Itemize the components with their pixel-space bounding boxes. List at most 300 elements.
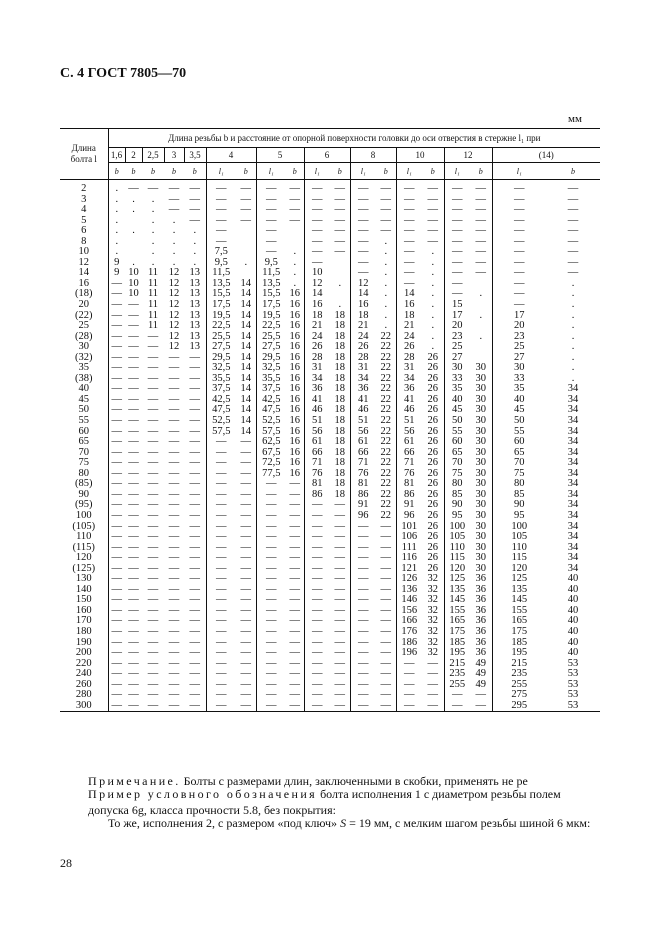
table-cell: — — [304, 205, 330, 216]
table-cell: . — [193, 236, 197, 247]
table-cell: — — [168, 468, 180, 479]
table-cell: — — [289, 690, 300, 701]
table-cell: 12 — [168, 310, 180, 321]
table-cell: — — [147, 363, 159, 374]
table-cell: . — [338, 278, 342, 289]
table-cell: — — [168, 532, 180, 543]
table-cell: 13 — [189, 331, 200, 342]
table-cell: — — [492, 289, 546, 300]
subheader-cell: l₁ — [256, 163, 286, 180]
table-cell: — — [304, 247, 330, 258]
table-cell: — — [108, 342, 125, 353]
table-cell: — — [189, 521, 200, 532]
table-cell: 76 — [304, 469, 330, 480]
table-cell: — — [492, 226, 546, 237]
bolt-length-cell: 4 — [81, 205, 87, 216]
bolt-length-cell: (115) — [72, 542, 95, 553]
table-cell: — — [189, 532, 200, 543]
table-row — [60, 384, 600, 395]
table-cell: . — [384, 300, 388, 311]
table-cell: — — [492, 195, 546, 206]
table-cell: — — [376, 701, 396, 712]
table-cell: — — [206, 595, 236, 606]
table-cell: — — [128, 489, 139, 500]
table-cell: 61 — [396, 437, 422, 448]
table-cell: 21 — [396, 321, 422, 332]
table-cell: 60 — [444, 437, 470, 448]
table-cell: — — [256, 574, 286, 585]
table-cell: . — [384, 278, 388, 289]
table-cell: 17 — [492, 311, 546, 322]
table-cell: — — [289, 584, 300, 595]
example-paragraph — [88, 786, 600, 818]
table-cell: — — [350, 701, 376, 712]
table-cell: — — [147, 574, 159, 585]
table-cell: — — [444, 247, 470, 258]
table-cell: . — [108, 205, 125, 216]
table-cell: 26 — [427, 479, 438, 490]
table-cell: — — [444, 226, 470, 237]
table-cell: 51 — [350, 416, 376, 427]
table-cell: 86 — [350, 490, 376, 501]
subheader-cell: b — [422, 163, 444, 180]
table-cell: — — [147, 342, 159, 353]
table-row — [60, 342, 600, 353]
table-cell: — — [168, 205, 180, 216]
table-cell: 16 — [289, 458, 300, 469]
table-cell: 9 — [108, 258, 125, 269]
table-cell: — — [147, 563, 159, 574]
table-cell: — — [147, 605, 159, 616]
table-cell: — — [427, 690, 438, 701]
table-cell: 185 — [444, 638, 470, 649]
diameter-header: 2,5 — [142, 148, 164, 163]
table-row — [60, 300, 600, 311]
table-cell: — — [256, 595, 286, 606]
table-cell: — — [304, 585, 330, 596]
table-cell: — — [128, 363, 139, 374]
bolt-length-cell: 120 — [75, 553, 92, 564]
table-cell: 71 — [350, 458, 376, 469]
table-cell: — — [128, 563, 139, 574]
table-cell: 14 — [240, 352, 251, 363]
table-cell: 23 — [444, 332, 470, 343]
table-cell: — — [380, 532, 391, 543]
table-cell: 16 — [289, 321, 300, 332]
table-cell: 18 — [334, 468, 345, 479]
table-cell: — — [350, 216, 376, 227]
table-cell: — — [492, 205, 546, 216]
table-cell: — — [350, 606, 376, 617]
table-cell: 60 — [492, 437, 546, 448]
table-cell: — — [289, 563, 300, 574]
table-cell: — — [128, 183, 139, 194]
table-cell: — — [304, 680, 330, 691]
table-cell: 45 — [492, 405, 546, 416]
bolt-length-cell: (22) — [75, 310, 93, 321]
table-cell: — — [567, 226, 579, 237]
table-cell: 145 — [444, 595, 470, 606]
table-cell: . — [571, 373, 575, 384]
table-cell: — — [168, 626, 180, 637]
table-cell: — — [289, 489, 300, 500]
table-cell — [470, 353, 492, 364]
table-cell: — — [168, 363, 180, 374]
table-cell: 12 — [168, 331, 180, 342]
table-cell: 195 — [444, 648, 470, 659]
table-cell: . — [172, 226, 176, 237]
table-cell: — — [108, 638, 125, 649]
table-cell: — — [168, 352, 180, 363]
bolt-length-cell: 5 — [81, 215, 87, 226]
table-cell: — — [206, 627, 236, 638]
table-cell: — — [108, 458, 125, 469]
table-row — [60, 627, 600, 638]
table-cell: — — [168, 553, 180, 564]
table-row — [60, 237, 600, 248]
table-row — [60, 543, 600, 554]
table-cell: 15 — [444, 300, 470, 311]
bolt-length-cell: 190 — [75, 637, 92, 648]
table-cell: — — [396, 669, 422, 680]
table-cell: — — [289, 626, 300, 637]
table-cell: — — [206, 195, 236, 206]
table-cell: — — [189, 637, 200, 648]
table-cell — [470, 279, 492, 290]
table-cell: — — [128, 595, 139, 606]
table-cell: 51 — [304, 416, 330, 427]
table-cell: 19,5 — [256, 311, 286, 322]
table-cell: 34 — [567, 468, 579, 479]
table-cell: 53 — [567, 690, 579, 701]
table-cell: — — [380, 616, 391, 627]
table-cell: — — [289, 542, 300, 553]
table-cell: — — [304, 701, 330, 712]
bolt-length-cell: (32) — [75, 352, 93, 363]
table-cell: — — [289, 500, 300, 511]
table-cell: 80 — [444, 479, 470, 490]
table-cell: — — [492, 258, 546, 269]
table-cell: 7,5 — [206, 247, 236, 258]
table-cell: 66 — [396, 448, 422, 459]
table-cell: 22 — [380, 352, 391, 363]
table-cell: — — [427, 215, 438, 226]
table-row — [60, 500, 600, 511]
table-cell: 11,5 — [206, 268, 236, 279]
table-cell: 52,5 — [256, 416, 286, 427]
table-cell: 30 — [492, 363, 546, 374]
table-cell: 14 — [240, 289, 251, 300]
table-cell: — — [240, 563, 251, 574]
table-cell: — — [147, 658, 159, 669]
table-cell: — — [206, 511, 236, 522]
table-cell: . — [132, 205, 135, 216]
table-row — [60, 574, 600, 585]
table-cell: — — [334, 637, 345, 648]
table-cell: — — [168, 437, 180, 448]
table-cell: — — [350, 680, 376, 691]
table-cell: — — [206, 680, 236, 691]
table-cell: — — [147, 468, 159, 479]
table-cell: — — [304, 659, 330, 670]
table-cell: — — [304, 522, 330, 533]
table-cell: . — [108, 237, 125, 248]
table-cell: 16 — [289, 447, 300, 458]
table-cell: — — [567, 215, 579, 226]
table-cell: — — [330, 701, 350, 712]
table-cell: 34 — [567, 384, 579, 395]
table-cell: 26 — [427, 521, 438, 532]
table-cell: — — [256, 511, 286, 522]
table-cell: 90 — [492, 500, 546, 511]
table-cell: — — [334, 542, 345, 553]
subheader-cell: b — [286, 163, 304, 180]
table-cell: — — [189, 447, 200, 458]
table-cell: 30 — [475, 479, 486, 490]
table-cell: — — [256, 690, 286, 701]
table-cell — [330, 258, 350, 269]
table-row — [60, 395, 600, 406]
table-cell: — — [427, 658, 438, 669]
table-cell: . — [384, 289, 388, 300]
table-cell: — — [396, 180, 422, 195]
table-cell: — — [350, 205, 376, 216]
table-cell: — — [240, 479, 251, 490]
table-cell: 9,5 — [256, 258, 286, 269]
note-text: Болты с размерами длин, заключенными в скобки, применять не ре — [180, 774, 528, 788]
table-cell: — — [289, 648, 300, 659]
table-cell: — — [475, 194, 486, 205]
table-cell: — — [206, 437, 236, 448]
table-cell: 76 — [396, 469, 422, 480]
table-cell: . — [431, 268, 435, 279]
table-cell: — — [289, 194, 300, 205]
bolt-length-cell: (18) — [75, 289, 93, 300]
table-cell: 26 — [427, 542, 438, 553]
table-cell: . — [384, 268, 388, 279]
table-cell: . — [431, 247, 435, 258]
table-cell: — — [567, 247, 579, 258]
table-cell: — — [444, 195, 470, 206]
table-cell: — — [256, 500, 286, 511]
table-cell: — — [304, 606, 330, 617]
table-cell: — — [108, 363, 125, 374]
table-cell: — — [256, 247, 286, 258]
table-cell: — — [256, 616, 286, 627]
table-cell: 53 — [546, 701, 600, 712]
table-cell: 14 — [240, 342, 251, 353]
subheader-cell: b — [164, 163, 184, 180]
table-cell: — — [240, 215, 251, 226]
table-cell: — — [189, 510, 200, 521]
table-cell: — — [128, 331, 139, 342]
table-cell: — — [189, 658, 200, 669]
table-cell: — — [304, 195, 330, 206]
table-cell: — — [475, 257, 486, 268]
table-cell: 49 — [475, 679, 486, 690]
diameter-header: 3 — [164, 148, 184, 163]
table-cell: 11 — [147, 321, 159, 332]
table-cell: — — [396, 205, 422, 216]
table-cell: — — [380, 205, 391, 216]
table-cell: 16 — [289, 300, 300, 311]
table-cell: 36 — [475, 637, 486, 648]
table-cell: — — [256, 226, 286, 237]
table-cell: — — [206, 180, 236, 195]
table-cell — [236, 268, 256, 279]
table-cell: — — [206, 690, 236, 701]
table-cell: — — [108, 595, 125, 606]
table-cell: 30 — [475, 532, 486, 543]
table-cell: — — [108, 427, 125, 438]
bolt-length-cell: (38) — [75, 373, 93, 384]
table-cell: — — [128, 648, 139, 659]
table-cell: — — [189, 479, 200, 490]
table-cell: — — [256, 216, 286, 227]
table-cell: 67,5 — [256, 448, 286, 459]
bolt-length-cell: 240 — [75, 669, 92, 680]
table-cell: . — [384, 310, 388, 321]
table-cell: — — [256, 490, 286, 501]
table-cell: — — [128, 416, 139, 427]
table-cell: 53 — [567, 669, 579, 680]
bolt-length-cell: 40 — [78, 384, 89, 395]
table-cell: — — [492, 279, 546, 290]
table-cell: 14 — [240, 278, 251, 289]
table-cell: — — [189, 605, 200, 616]
table-cell: — — [380, 542, 391, 553]
table-cell: — — [108, 469, 125, 480]
table-cell: . — [384, 247, 388, 258]
table-cell: — — [422, 701, 444, 712]
table-cell: 105 — [444, 532, 470, 543]
table-cell: 30 — [444, 363, 470, 374]
table-cell: — — [240, 437, 251, 448]
table-cell: . — [479, 289, 483, 300]
table-cell: — — [334, 194, 345, 205]
table-cell: — — [380, 658, 391, 669]
table-cell: . — [431, 342, 435, 353]
table-cell: . — [151, 205, 155, 216]
table-cell: 56 — [304, 427, 330, 438]
table-cell: 18 — [334, 363, 345, 374]
table-cell: — — [108, 405, 125, 416]
table-cell: — — [147, 510, 159, 521]
group-header: Длина резьбы b и расстояние от опорной поверхности головки до оси отверстия в стержне l₁ при — [108, 129, 600, 148]
table-cell: — — [444, 180, 470, 195]
table-cell: — — [108, 690, 125, 701]
table-cell: 75 — [444, 469, 470, 480]
bolt-length-cell: 45 — [78, 394, 89, 405]
table-cell: — — [189, 648, 200, 659]
table-cell: — — [444, 205, 470, 216]
table-cell: . — [151, 247, 155, 258]
table-row — [60, 374, 600, 385]
subheader-cell: b — [125, 163, 142, 180]
table-cell: — — [108, 289, 125, 300]
table-cell: 22 — [380, 447, 391, 458]
table-cell: . — [571, 300, 575, 311]
table-cell: 35,5 — [206, 374, 236, 385]
table-cell: 9,5 — [206, 258, 236, 269]
table-cell: — — [304, 574, 330, 585]
table-cell: — — [380, 183, 391, 194]
table-cell: — — [240, 458, 251, 469]
table-cell: . — [338, 300, 342, 311]
table-cell: 22 — [380, 384, 391, 395]
table-cell: — — [475, 215, 486, 226]
table-cell: 51 — [396, 416, 422, 427]
table-cell — [125, 216, 142, 227]
table-cell: — — [128, 626, 139, 637]
table-cell: — — [240, 510, 251, 521]
table-row — [60, 606, 600, 617]
table-cell: — — [108, 500, 125, 511]
table-cell: — — [380, 574, 391, 585]
table-cell: — — [168, 373, 180, 384]
diameter-header: 5 — [256, 148, 304, 163]
table-cell: — — [168, 479, 180, 490]
table-cell: 18 — [334, 331, 345, 342]
table-cell: — — [128, 352, 139, 363]
table-row — [60, 648, 600, 659]
table-cell: 13 — [189, 310, 200, 321]
table-cell: 26 — [427, 394, 438, 405]
table-cell: — — [206, 564, 236, 575]
table-cell: 33 — [444, 374, 470, 385]
table-cell: — — [256, 627, 286, 638]
table-cell: . — [571, 352, 575, 363]
table-row — [60, 205, 600, 216]
table-cell: — — [168, 574, 180, 585]
table-cell: — — [240, 468, 251, 479]
table-cell: . — [571, 342, 575, 353]
table-cell: 215 — [444, 659, 470, 670]
table-cell: 27 — [444, 353, 470, 364]
table-cell: 16 — [289, 437, 300, 448]
table-row — [60, 522, 600, 533]
table-cell: 12 — [168, 300, 180, 311]
table-cell — [236, 237, 256, 248]
table-cell: — — [189, 468, 200, 479]
table-cell: 24 — [350, 332, 376, 343]
table-cell: 20 — [492, 321, 546, 332]
table-cell: 16 — [350, 300, 376, 311]
bolt-length-cell: 65 — [78, 437, 89, 448]
table-cell: — — [240, 669, 251, 680]
subheader-cell: b — [184, 163, 206, 180]
table-row — [60, 279, 600, 290]
variant-s-symbol: S — [340, 816, 347, 830]
table-cell: 46 — [396, 405, 422, 416]
table-cell: 30 — [475, 384, 486, 395]
table-cell: — — [189, 574, 200, 585]
table-cell: — — [444, 216, 470, 227]
table-cell: — — [427, 679, 438, 690]
table-cell: 14 — [240, 405, 251, 416]
table-cell: — — [396, 195, 422, 206]
table-cell: 32,5 — [256, 363, 286, 374]
table-cell — [125, 237, 142, 248]
table-cell: — — [168, 489, 180, 500]
table-cell: 42,5 — [256, 395, 286, 406]
table-cell: — — [567, 236, 579, 247]
table-cell: — — [206, 448, 236, 459]
table-cell — [125, 247, 142, 258]
table-cell: . — [172, 215, 176, 226]
table-cell: — — [108, 311, 125, 322]
table-cell: 49 — [475, 658, 486, 669]
